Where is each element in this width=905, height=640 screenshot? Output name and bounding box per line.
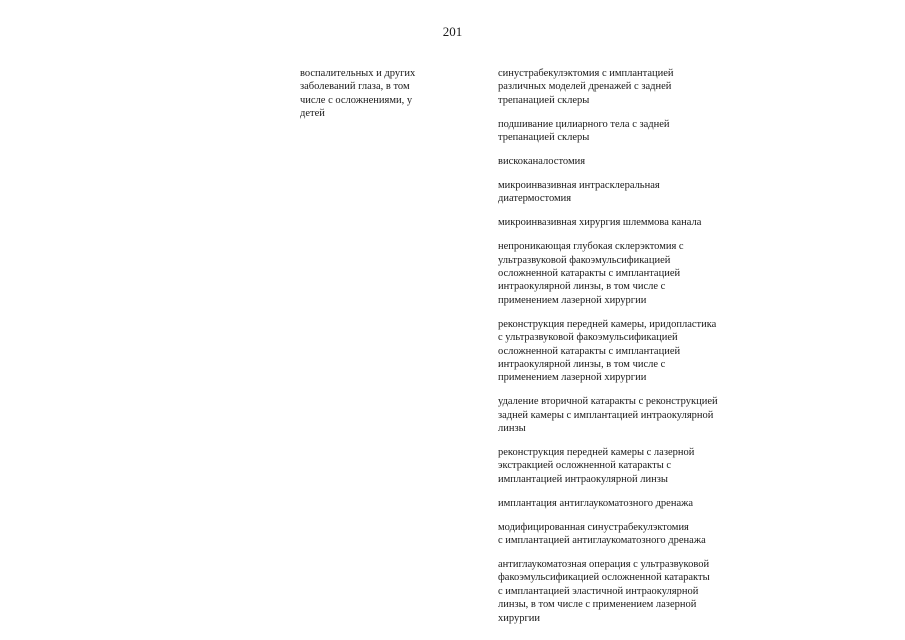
page-number: 201 bbox=[442, 24, 463, 39]
procedure-entry: реконструкция передней камеры, иридопластика с ультразвуковой факоэмульсификацией осложненной катаракты с имплантацией интраокулярной линзы, в том числе с применением лазерной хирургии bbox=[498, 318, 717, 384]
procedures-list bbox=[498, 67, 738, 625]
left-column-text: воспалительных и других заболеваний глаза, в том числе с осложнениями, у детей bbox=[300, 68, 416, 120]
procedure-entry: микроинвазивная хирургия шлеммова канала bbox=[498, 217, 702, 229]
procedure-entry: синустрабекулэктомия с имплантацией различных моделей дренажей с задней трепанацией склеры bbox=[498, 68, 674, 106]
procedure-entry: модифицированная синустрабекулэктомия с имплантацией антиглаукоматозного дренажа bbox=[498, 521, 706, 546]
procedure-entry: подшивание цилиарного тела с задней трепанацией склеры bbox=[498, 118, 670, 144]
procedure-entry: микроинвазивная интрасклеральная диатермостомия bbox=[498, 179, 660, 205]
procedure-entry: непроникающая глубокая склерэктомия с ультразвуковой факоэмульсификацией осложненной катаракты с имплантацией интраокулярной линзы, в том числе с применением лазерной хирургии bbox=[498, 241, 684, 306]
procedure-entry: реконструкция передней камеры с лазерной экстракцией осложненной катаракты с имплантацией интраокулярной линзы bbox=[498, 446, 695, 485]
procedure-entry: удаление вторичной катаракты с реконструкцией задней камеры с имплантацией интраокулярной линзы bbox=[498, 396, 718, 435]
procedure-entry: имплантация антиглаукоматозного дренажа bbox=[498, 497, 694, 509]
procedure-entry: антиглаукоматозная операция с ультразвуковой факоэмульсификацией осложненной катаракты с имплантацией эластичной интраокулярной линзы, в том числе с применением лазерной хирургии bbox=[498, 558, 710, 624]
procedure-entry: вискоканалостомия bbox=[498, 156, 586, 168]
